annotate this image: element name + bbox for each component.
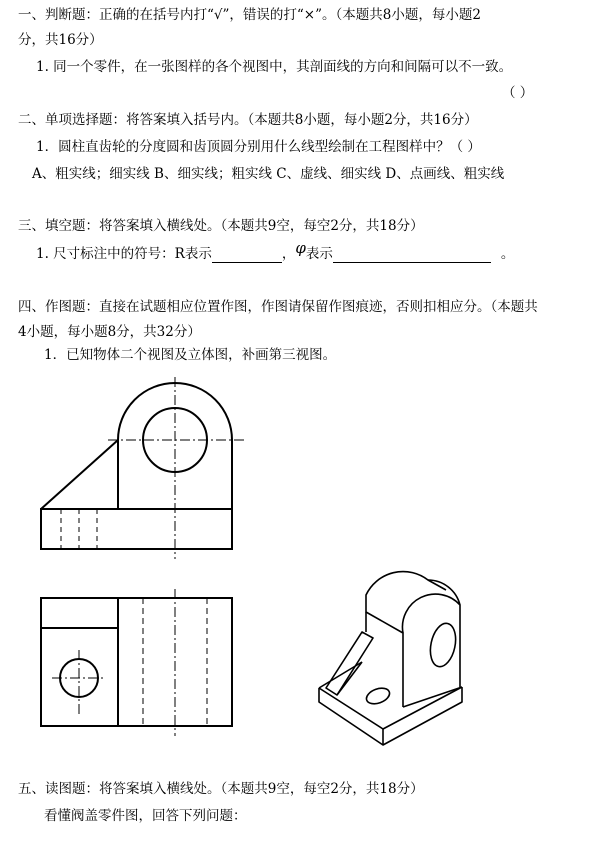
section1-answer-paren[interactable]: （ ） <box>502 85 534 101</box>
q1-end: 。 <box>500 246 515 262</box>
q1-sep: ， <box>281 246 296 262</box>
section2-options: A、粗实线；细实线 B、细实线；粗实线 C、虚线、细实线 D、点画线、粗实线 <box>32 166 505 182</box>
section1-header-line1: 一、判断题：正确的在括号内打“√”，错误的打“×”。（本题共8小题，每小题2 <box>18 7 481 23</box>
section1-header-line2: 分，共16分） <box>18 32 103 48</box>
section3-header: 三、填空题：将答案填入横线处。（本题共9空，每空2分，共18分） <box>18 218 424 234</box>
section5-header: 五、读图题：将答案填入横线处。（本题共9空，每空2分，共18分） <box>18 781 424 797</box>
phi-symbol: φ <box>295 239 306 257</box>
section1-question1: 1. 同一个零件，在一张图样的各个视图中，其剖面线的方向和间隔可以不一致。 <box>36 59 513 75</box>
q1-mid: 表示 <box>305 246 333 262</box>
section5-subtitle: 看懂阀盖零件图，回答下列问题： <box>44 808 247 824</box>
section2-question1: 1．圆柱直齿轮的分度圆和齿顶圆分别用什么线型绘制在工程图样中？（ ） <box>36 139 481 155</box>
q1-prefix: 1. 尺寸标注中的符号：R表示 <box>36 246 212 262</box>
section2-header: 二、单项选择题：将答案填入括号内。（本题共8小题，每小题2分，共16分） <box>18 112 478 128</box>
section4-header-line2: 4小题，每小题8分，共32分） <box>18 324 201 340</box>
section4-header-line1: 四、作图题：直接在试题相应位置作图，作图请保留作图痕迹，否则扣相应分。（本题共 <box>18 299 538 315</box>
section4-question1: 1．已知物体二个视图及立体图，补画第三视图。 <box>44 347 337 363</box>
